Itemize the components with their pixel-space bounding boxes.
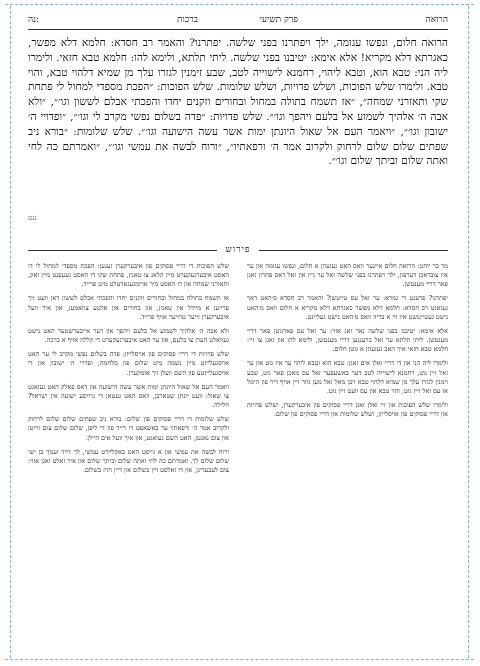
commentary-paragraph: ויאמר העם אל שאול היונתן ימות אשר עשה הישועה און דאס פאלק האט געזאגט צו שאול: וועט יונתן שטארבן, וואס האט געטאן די גרויסע ישועה אין ישראל? חלילה.: [28, 382, 229, 410]
tractate-name: ברכות: [177, 15, 198, 25]
commentary-paragraph: יפתרנו? פרעגט די גמרא: ער זאל עס טייטשן? והאמר רב חסדא ס׳האט דאך געזאגט רב חסדא: חלמא דלא מפשר כאגרתא דלא מקריא א חלום וואס מ׳האט נישט געטייטשט איז ווי א בריוו וואס מ׳האט נישט געליינט.: [247, 294, 448, 321]
commentary-paragraph: מר בר יוחנן: הרואה חלום איינער וואס האט געזעהן א חלום, ונפשו עגומה און ער איז צובראכן דערפון, ילך ויפתרנו בפני שלשה זאל ער גיין און זאל דאס פתרון זאגן פאר דריי מענטשן.: [247, 262, 448, 289]
commentary-paragraph: אז תשמח בתולה במחול ובחורים וזקנים יחדו והפכתי אבלם לששון דאן וועט זיך פרייען א מיידל אין טאנץ, און בחורים און אלטע צוזאמען, און איך וועל איבערקערן זייער טרויער אויף פרייד.: [28, 294, 229, 321]
commentary-paragraph: שלש שלומות די דריי פסוקים פון שלום: בורא ניב שפתים שלום שלום לרחוק ולקרוב אמר ה׳ ורפאתיו ער באשאפט די רייד פון די ליפן, שלום שלום צום ווייטן און צום נאנטן, האט השם געזאגט, און איך וועל אים היילן.: [28, 415, 229, 442]
chapter-keyword: הרואה: [425, 15, 448, 25]
footnote-mark: ננט: [28, 214, 37, 222]
commentary-paragraph: ולימרו ליה הני און די דריי זאלן אים זאגן: טבא הוא וטבא ליהוי ער איז גוט און ער זאל זיין גוט, רחמנא לישוייה לטב דער באשעפער זאל עס מאכן פאר גוט, שבע זימנין לגזרו עלך מן שמיא דלהוי טבא זיבן מאל זאל מען גוזר זיין אויף דיר פון הימל אז עס זאל זיין גוט, והוי טבא און עס וועט זיין גוט.: [247, 359, 448, 395]
running-header: [28, 14, 448, 28]
commentary-heading: [28, 244, 448, 255]
header-rule: [28, 29, 448, 30]
folio-number: נה:: [28, 15, 40, 25]
chapter-name: פרק תשיעי: [259, 15, 298, 25]
commentary-paragraph: ולימרו שלש הפוכות און זיי זאלן זאגן דריי פסוקים פון איבערקערן, ושלש פדויות און דריי פסוקים פון אויסלייזן, ושלש שלומות און דריי פסוקים פון שלום.: [247, 401, 448, 419]
main-text-paragraph: הרואה חלום, ונפשו עגומה, ילך ויפתרנו בפני שלשה. יפתרנו? והאמר רב חסדא: חלמא דלא מפשר, כאגרתא דלא מקריא! אלא אימא: יטיבנו בפני שלשה. ליתי תלתא, ולימא להו: חלמא טבא חזאי. ולימרו ליה הני: טבא הוא, וטבא ליהוי, רחמנא לישוייה לטב, שבע זימנין לגזרו עלך מן שמיא דלהוי טבא, והוי טבא. ולימרו שלש הפוכות, ושלש פדויות, ושלש שלומות. שלש הפוכות: ״הפכת מספדי למחול לי פתחת שקי ותאזרני שמחה״, ״אז תשמח בתולה במחול ובחורים וזקנים יחדו והפכתי אבלם לששון וגו׳״, ״ולא אבה ה׳ אלהיך לשמוע אל בלעם ויהפך וגו׳״. שלש פדויות: ״פדה בשלום נפשי מקרב לי וגו׳״, ״ופדויי ה׳ ישובון וגו׳״, ״ויאמר העם אל שאול היונתן ימות אשר עשה הישועה וגו׳״. שלש שלומות: ״בורא ניב שפתים שלום שלום לרחוק ולקרוב אמר ה׳ ורפאתיו״, ״ורוח לבשה את עמשי וגו׳״, ״ואמרתם כה לחי ואתה שלום וביתך שלום וגו׳״.: [28, 37, 448, 168]
commentary-column-right: [247, 262, 448, 424]
commentary-title: פירוש: [217, 245, 258, 255]
commentary-paragraph: שלש הפוכות די דריי פסוקים פון איבערקערן זענען: הפכת מספדי למחול לי דו האסט איבערגעקערט מיין קלאג צו טאנץ, פתחת שקי דו האסט געעפנט מיין זאק, ותאזרני שמחה און דו האסט מיך ארומגעגארטלט מיט פרייד.: [28, 262, 229, 289]
commentary-paragraph: אלא אימא: יטיבנו בפני שלשה נאר זאג אזוי: ער זאל עס פארגוטן פאר דריי מענטשן. ליתי תלתא ער זאל ברענגען דריי מענטשן, ולימא להו און זאגן צו זיי: חלמא טבא חזאי איך האב געזעהן א גוטן חלום.: [247, 326, 448, 354]
commentary-paragraph: שלש פדויות די דריי פסוקים פון אויסלייזן: פדה בשלום נפשי מקרב לי ער האט אויסגעלייזט מיין נשמה מיט שלום פון מלחמה, ופדויי ה׳ ישובון און די אויסגעלייזטע פון השם וועלן זיך אומקערן.: [28, 350, 229, 377]
commentary-paragraph: ורוח לבשה את עמשי און א גייסט האט באקליידט עמשי, לך דויד ועמך בן ישי שלום שלום לך. ואמרתם כה לחי ואתה שלום וביתך שלום און איר זאלט זאגן אזוי: צום לעבעדיגן, און דו זאלסט זיין בשלום און דיין הויז בשלום.: [28, 447, 229, 474]
commentary-column-left: [28, 262, 229, 480]
commentary-paragraph: ולא אבה ה׳ אלהיך לשמוע אל בלעם ויהפך און דער אייבערשטער האט נישט געוואלט הערן צו בלעם, און ער האט איבערגעקערט די קללה אויף א ברכה.: [28, 326, 229, 345]
main-text-block: [28, 36, 448, 169]
